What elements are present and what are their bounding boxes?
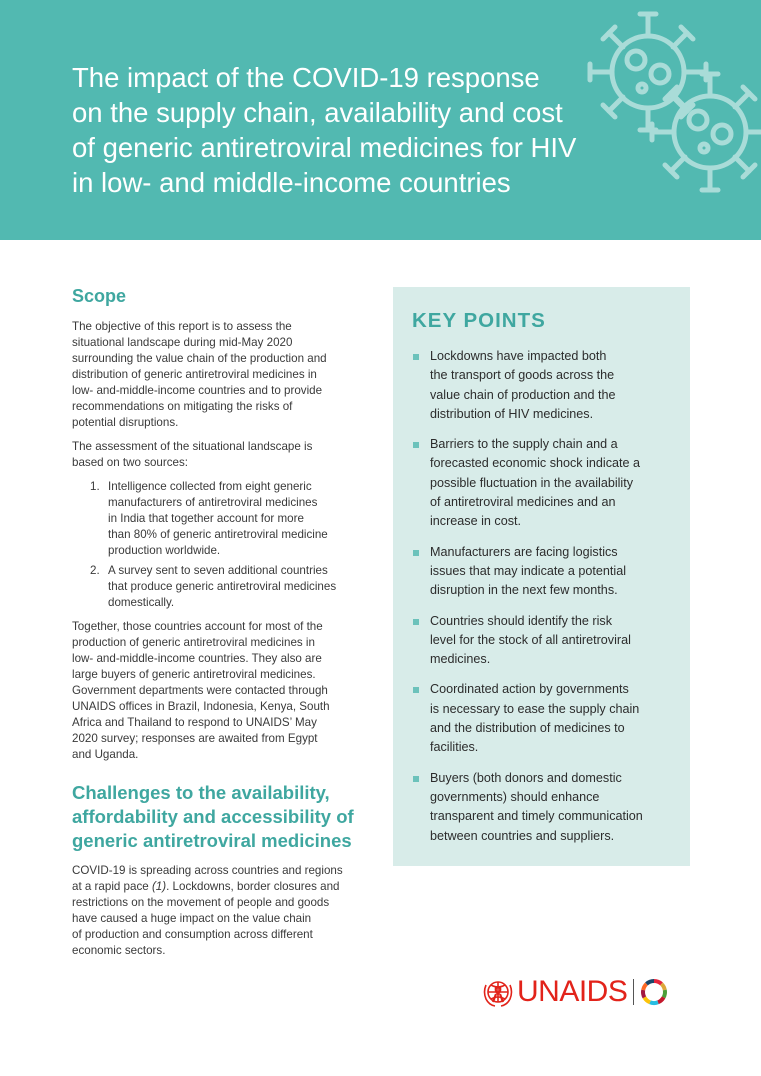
title-line: The impact of the COVID-19 response	[72, 62, 540, 93]
logo-text: UNAIDS	[517, 975, 628, 1008]
header-banner	[0, 0, 761, 240]
un-emblem-ribbon-icon	[481, 975, 515, 1009]
main-column	[72, 286, 368, 967]
list-item: Buyers (both donors and domestic governments) should enhance transparent and timely communication between countries and suppliers.	[412, 769, 674, 846]
bullet-icon	[413, 354, 419, 360]
sources-list	[90, 479, 368, 611]
title-line: of generic antiretroviral medicines for HIV	[72, 132, 577, 163]
virus-icon	[640, 62, 761, 202]
key-points-list	[412, 347, 674, 846]
countries-paragraph: Together, those countries account for most of the production of generic antiretroviral medicines in low- and-middle-income countries. They also are large buyers of generic antiretroviral medicines. Government departments were contacted through UNAIDS offices in Brazil, Indonesia, Kenya, South Africa and Thailand to respond to UNAIDS’ May 2020 survey; responses are awaited from Egypt and Uganda.	[72, 620, 330, 761]
title-line: on the supply chain, availability and cost	[72, 97, 563, 128]
title-line: in low- and middle-income countries	[72, 167, 511, 198]
list-item: Lockdowns have impacted both the transport of goods across the value chain of production and the distribution of HIV medicines.	[412, 347, 674, 424]
list-item: Barriers to the supply chain and a forecasted economic shock indicate a possible fluctuation in the availability of antiretroviral medicines and an increase in cost.	[412, 435, 674, 531]
logo-divider	[633, 979, 634, 1005]
list-item: Coordinated action by governments is necessary to ease the supply chain and the distribution of medicines to facilities.	[412, 680, 674, 757]
challenges-heading: Challenges to the availability, affordability and accessibility of generic antiretroviral medicines	[72, 782, 354, 851]
bullet-icon	[413, 687, 419, 693]
list-item: Manufacturers are facing logistics issues that may indicate a potential disruption in the next few months.	[412, 543, 674, 601]
list-item: 2. A survey sent to seven additional countries that produce generic antiretroviral medicines domestically.	[90, 564, 337, 609]
scope-heading: Scope	[72, 286, 127, 306]
key-points-box	[393, 287, 690, 866]
bullet-icon	[413, 776, 419, 782]
sdg-wheel-icon	[640, 978, 668, 1006]
unaids-logo	[481, 975, 691, 1009]
bullet-icon	[413, 619, 419, 625]
page-title	[72, 60, 632, 200]
bullet-icon	[413, 442, 419, 448]
assessment-paragraph: The assessment of the situational landscape is based on two sources:	[72, 440, 313, 469]
key-points-title: KEY POINTS	[412, 309, 546, 332]
citation-ref: (1)	[151, 880, 167, 893]
list-item: 1. Intelligence collected from eight generic manufacturers of antiretroviral medicines in India that together account for more than 80% of generic antiretroviral medicine production worldwide.	[90, 480, 328, 557]
challenges-paragraph: COVID-19 is spreading across countries and regions at a rapid pace (1). Lockdowns, border closures and restrictions on the movement of people and goods have caused a huge impact on the value chain of production and consumption across different economic sectors.	[72, 864, 343, 957]
scope-paragraph: The objective of this report is to assess the situational landscape during mid-May 2020 surrounding the value chain of the production and distribution of generic antiretroviral medicines in low- and-middle-income countries and to provide recommendations on mitigating the risks of potential disruptions.	[72, 320, 327, 429]
bullet-icon	[413, 550, 419, 556]
list-item: Countries should identify the risk level for the stock of all antiretroviral medicines.	[412, 612, 674, 670]
